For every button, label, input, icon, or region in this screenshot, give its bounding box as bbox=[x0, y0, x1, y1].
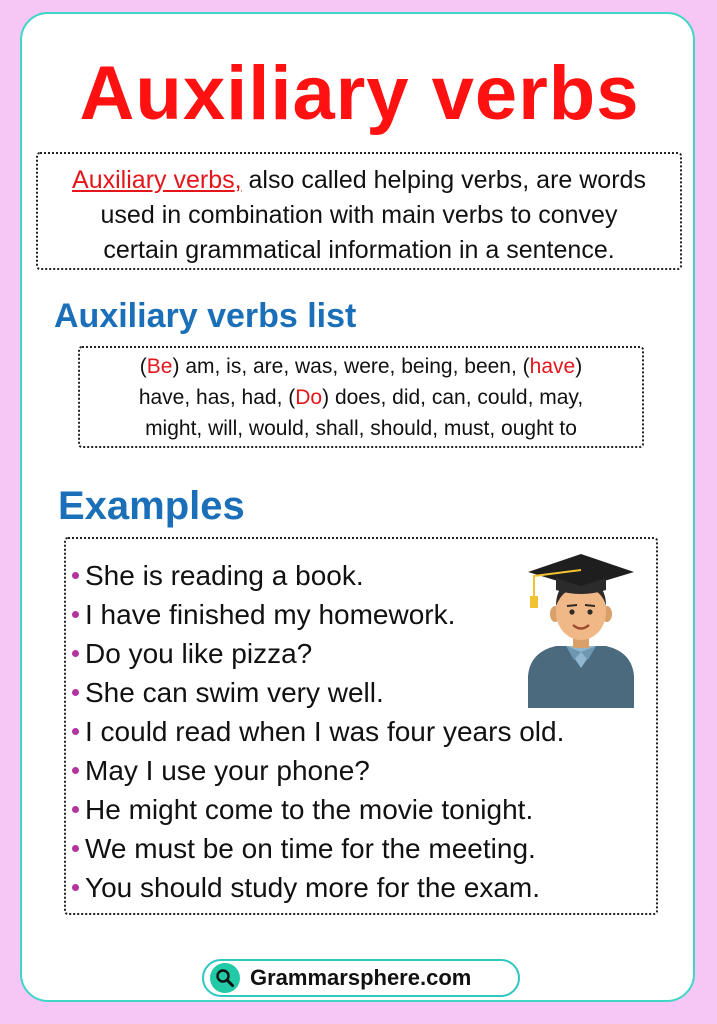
bullet-icon bbox=[72, 806, 79, 813]
example-text: May I use your phone? bbox=[85, 755, 370, 786]
content-card bbox=[20, 12, 695, 1002]
verbs-list-box bbox=[78, 346, 644, 448]
example-item bbox=[72, 712, 656, 751]
example-text: We must be on time for the meeting. bbox=[85, 833, 536, 864]
example-item bbox=[72, 868, 656, 907]
example-text: She can swim very well. bbox=[85, 677, 384, 708]
do-words: does, did, can, could, may, bbox=[334, 386, 584, 409]
example-text: He might come to the movie tonight. bbox=[85, 794, 534, 825]
website-link[interactable]: Grammarsphere.com bbox=[250, 965, 472, 990]
verbs-list-line-1: (Be) am, is, are, was, were, being, been, (have) bbox=[139, 355, 583, 378]
bullet-icon bbox=[72, 572, 79, 579]
verbs-list-line-3: might, will, would, shall, should, must, ought to bbox=[145, 417, 577, 440]
example-text: I could read when I was four years old. bbox=[85, 716, 565, 747]
example-text: She is reading a book. bbox=[85, 560, 364, 591]
example-item bbox=[72, 790, 656, 829]
page-title: Auxiliary verbs bbox=[79, 51, 640, 136]
example-text: You should study more for the exam. bbox=[85, 872, 540, 903]
do-label: Do bbox=[295, 386, 323, 409]
definition-line-1 bbox=[38, 163, 680, 198]
example-item bbox=[72, 829, 656, 868]
definition-line-2: used in combination with main verbs to convey bbox=[100, 201, 618, 229]
graduate-student-icon bbox=[522, 548, 640, 708]
bullet-icon bbox=[72, 650, 79, 657]
be-words: am, is, are, was, were, being, been, bbox=[185, 355, 517, 378]
have-words: have, has, had, bbox=[138, 386, 283, 409]
example-item bbox=[72, 751, 656, 790]
example-text: Do you like pizza? bbox=[85, 638, 313, 669]
definition-line-1-text: also called helping verbs, are words bbox=[241, 166, 646, 194]
bullet-icon bbox=[72, 728, 79, 735]
example-text: I have finished my homework. bbox=[85, 599, 456, 630]
examples-heading: Examples bbox=[58, 484, 245, 528]
verbs-list-line-2: have, has, had, (Do) does, did, can, could, may, bbox=[138, 386, 584, 409]
have-label: have bbox=[529, 355, 576, 378]
definition-box bbox=[36, 152, 682, 270]
be-label: Be bbox=[146, 355, 173, 378]
definition-line-3: certain grammatical information in a sentence. bbox=[103, 236, 615, 264]
footer-website-badge[interactable] bbox=[202, 959, 520, 997]
definition-term: Auxiliary verbs bbox=[72, 166, 235, 194]
bullet-icon bbox=[72, 845, 79, 852]
bullet-icon bbox=[72, 884, 79, 891]
list-heading: Auxiliary verbs list bbox=[54, 297, 357, 335]
definition-comma: , bbox=[234, 166, 242, 194]
search-icon bbox=[210, 963, 240, 993]
bullet-icon bbox=[72, 689, 79, 696]
bullet-icon bbox=[72, 611, 79, 618]
bullet-icon bbox=[72, 767, 79, 774]
